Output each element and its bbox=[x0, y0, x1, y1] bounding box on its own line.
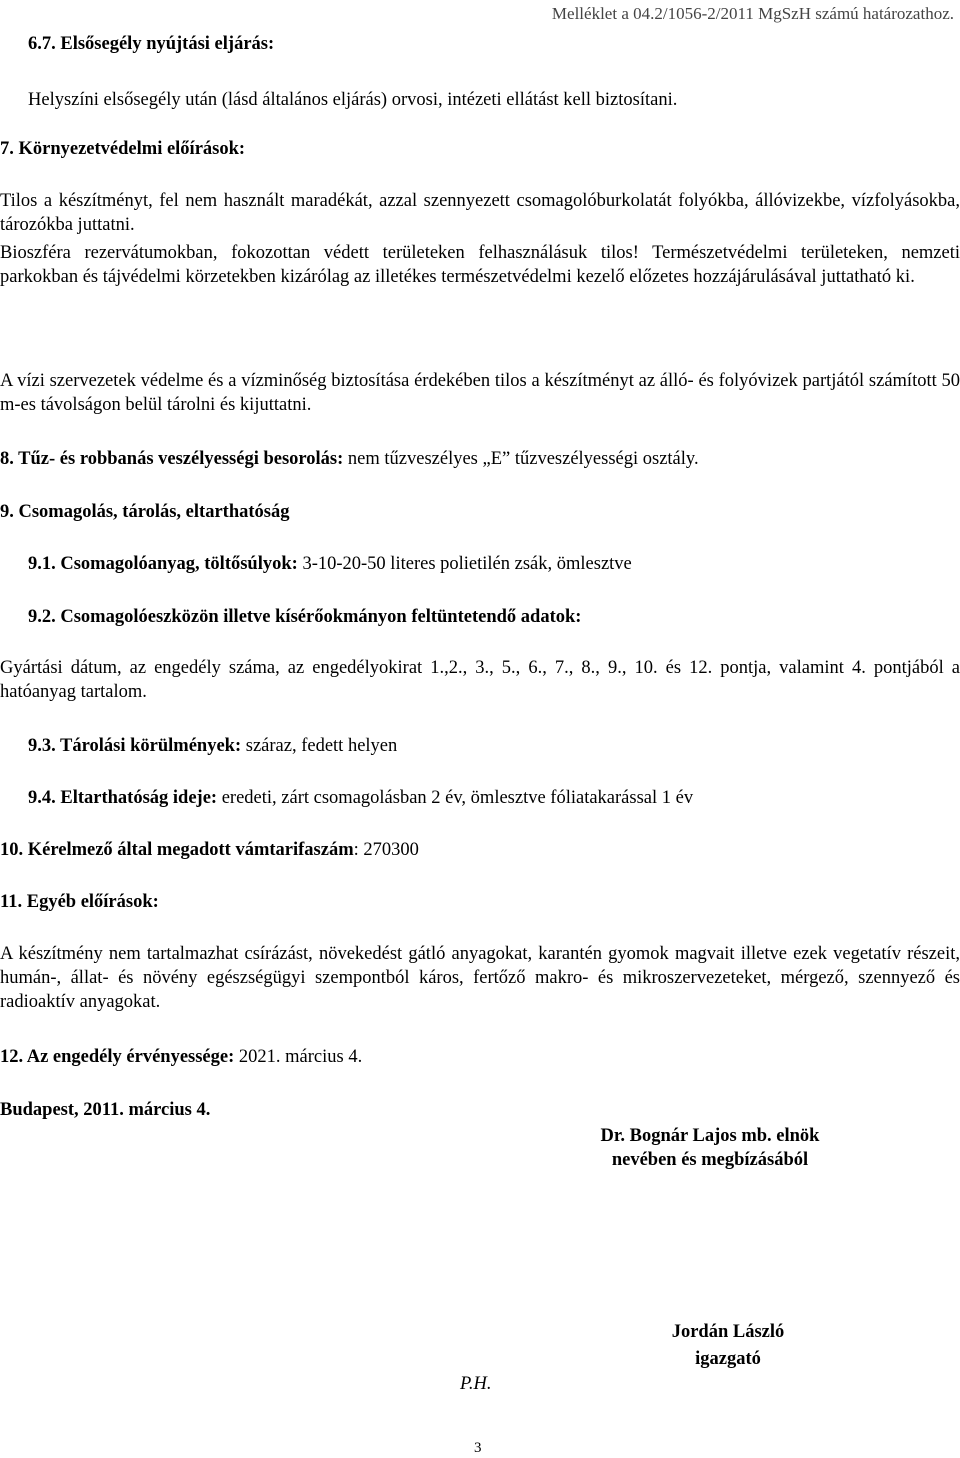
section-9-1-label: 9.1. Csomagolóanyag, töltősúlyok: bbox=[28, 554, 298, 574]
section-9-1-line bbox=[28, 552, 632, 576]
page-number: 3 bbox=[474, 1440, 482, 1456]
section-12-line bbox=[0, 1045, 362, 1069]
section-6-7-heading: 6.7. Elsősegély nyújtási eljárás: bbox=[28, 34, 275, 54]
ph-stamp-label: P.H. bbox=[460, 1374, 492, 1394]
section-11-heading: 11. Egyéb előírások: bbox=[0, 892, 159, 912]
signatory-2-block bbox=[628, 1320, 828, 1371]
section-7-paragraph-2: Bioszféra rezervátumokban, fokozottan védett területeken felhasználásuk tilos! Természetvédelmi területeken, nemzeti parkokban és tájvédelmi körzetekben kizárólag az illetékes természetvédelmi kezelő előzetes hozzájárulásával juttatható ki. bbox=[0, 243, 960, 287]
section-8-label: 8. Tűz- és robbanás veszélyességi besorolás: bbox=[0, 449, 344, 469]
signatory-1-line-1: Dr. Bognár Lajos mb. elnök bbox=[600, 1126, 820, 1146]
section-9-1-value: 3-10-20-50 literes polietilén zsák, ömlesztve bbox=[297, 554, 632, 574]
section-9-4-value: eredeti, zárt csomagolásban 2 év, ömlesztve fóliatakarással 1 év bbox=[217, 788, 694, 808]
section-7-heading: 7. Környezetvédelmi előírások: bbox=[0, 139, 246, 159]
section-12-value: 2021. március 4. bbox=[234, 1047, 363, 1067]
section-10-label: 10. Kérelmező által megadott vámtarifaszám bbox=[0, 840, 354, 860]
annex-reference-note: Melléklet a 04.2/1056-2/2011 MgSzH számú határozathoz. bbox=[551, 4, 954, 23]
section-9-4-line bbox=[28, 786, 693, 810]
section-6-7-text: Helyszíni elsősegély után (lásd általános eljárás) orvosi, intézeti ellátást kell biztosítani. bbox=[28, 90, 678, 110]
signatory-2-title: igazgató bbox=[695, 1349, 761, 1369]
section-9-3-line bbox=[28, 734, 397, 758]
section-8-line bbox=[0, 447, 699, 471]
section-9-heading: 9. Csomagolás, tárolás, eltarthatóság bbox=[0, 502, 290, 522]
section-9-2-heading: 9.2. Csomagolóeszközön illetve kísérőokmányon feltüntetendő adatok: bbox=[28, 607, 582, 627]
signatory-1-line-2: nevében és megbízásából bbox=[611, 1150, 809, 1170]
signatory-2-name: Jordán László bbox=[671, 1322, 785, 1342]
section-9-3-label: 9.3. Tárolási körülmények: bbox=[28, 736, 242, 756]
section-11-text: A készítmény nem tartalmazhat csírázást, növekedést gátló anyagokat, karantén gyomok magvait illetve ezek vegetatív részeit, humán-, állat- és növény egészségügyi szempontból káros, fertőző makro- és mikroszervezeteket, mérgező, szennyező és radioaktív anyagokat. bbox=[0, 944, 960, 1012]
section-12-label: 12. Az engedély érvényessége: bbox=[0, 1047, 235, 1067]
section-9-4-label: 9.4. Eltarthatóság ideje: bbox=[28, 788, 218, 808]
section-8-value: nem tűzveszélyes „E” tűzveszélyességi osztály. bbox=[343, 449, 699, 469]
section-7-paragraph-1: Tilos a készítményt, fel nem használt maradékát, azzal szennyezett csomagolóburkolatát folyókba, állóvizekbe, vízfolyásokba, tározókba juttatni. bbox=[0, 191, 960, 235]
section-10-line bbox=[0, 838, 419, 862]
section-9-3-value: száraz, fedett helyen bbox=[241, 736, 398, 756]
section-10-value: : 270300 bbox=[353, 840, 419, 860]
section-7-paragraph-3: A vízi szervezetek védelme és a vízminőség biztosítása érdekében tilos a készítményt az álló- és folyóvizek partjától számított 50 m-es távolságon belül tárolni és kijuttatni. bbox=[0, 371, 960, 415]
signatory-1-block bbox=[560, 1124, 860, 1172]
section-9-2-text: Gyártási dátum, az engedély száma, az engedélyokirat 1.,2., 3., 5., 6., 7., 8., 9., 10. és 12. pontja, valamint 4. pontjából a hatóanyag tartalom. bbox=[0, 658, 960, 702]
place-and-date: Budapest, 2011. március 4. bbox=[0, 1100, 211, 1120]
